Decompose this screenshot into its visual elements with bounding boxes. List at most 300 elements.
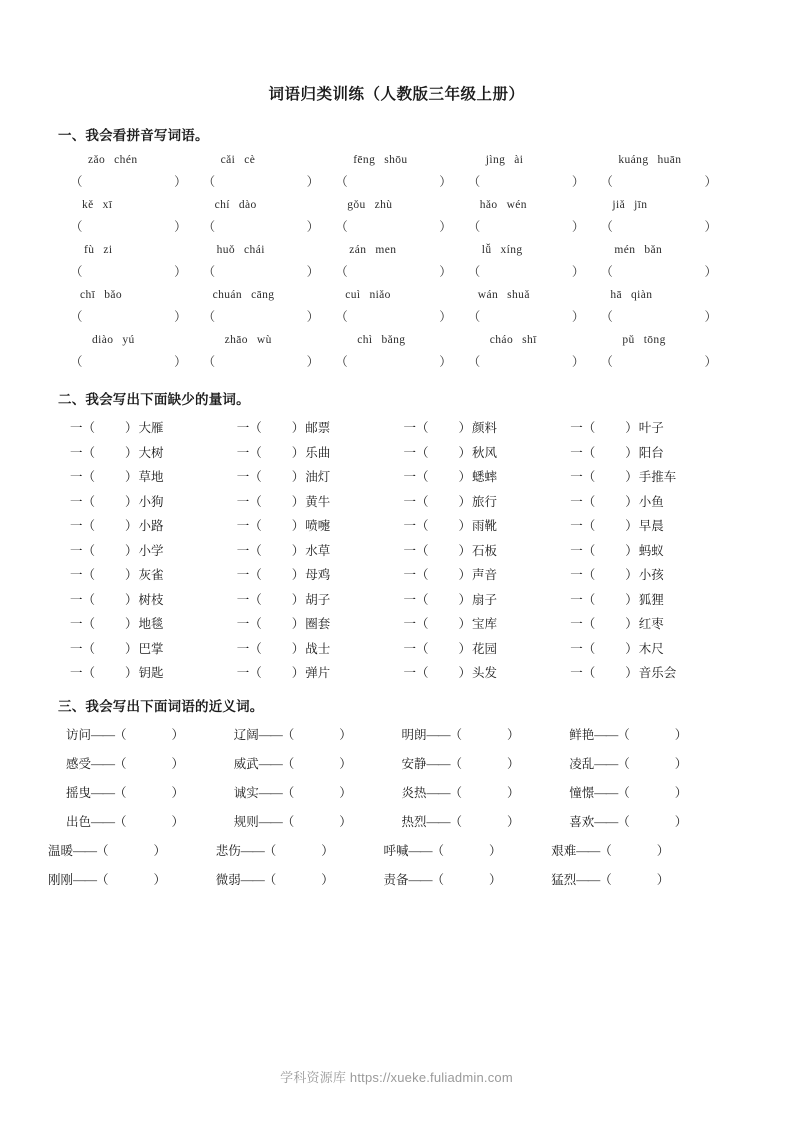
pinyin-syllable: jìng	[485, 154, 506, 166]
measure-word-noun: 战士	[305, 641, 331, 656]
pinyin-prompt	[600, 244, 733, 256]
pinyin-syllable: cè	[244, 154, 256, 166]
synonym-separator: ——（	[258, 786, 294, 800]
synonym-item[interactable]	[569, 725, 737, 743]
bracket-close: ）	[656, 844, 670, 858]
synonym-separator: ——（	[426, 757, 462, 771]
bracket-close: ）	[174, 355, 187, 369]
synonym-item[interactable]	[402, 754, 570, 772]
synonym-separator: ——（	[240, 873, 276, 887]
measure-word-prefix: 一（	[403, 641, 429, 656]
measure-word-prefix: 一（	[403, 568, 429, 582]
synonym-word: 刚刚	[48, 873, 74, 887]
pinyin-prompt	[468, 244, 601, 256]
measure-word-noun: 手推车	[638, 470, 677, 484]
answer-blank[interactable]	[70, 217, 203, 235]
section-measure-words	[56, 388, 737, 681]
synonym-item[interactable]	[551, 841, 719, 859]
measure-word-item[interactable]	[70, 639, 237, 657]
bracket-close: ）	[439, 220, 452, 234]
synonym-item[interactable]	[48, 841, 216, 859]
bracket-close: ）	[439, 175, 452, 189]
measure-word-item[interactable]	[237, 639, 404, 657]
measure-word-noun: 大雁	[138, 421, 164, 435]
synonym-item[interactable]	[66, 754, 234, 772]
measure-word-suffix: ）	[125, 470, 138, 484]
synonym-word: 猛烈	[551, 873, 577, 887]
measure-word-noun: 油灯	[305, 470, 331, 484]
synonym-word: 感受	[66, 757, 92, 771]
synonym-item[interactable]	[216, 841, 384, 859]
measure-word-item[interactable]	[70, 590, 237, 608]
measure-word-noun: 狐狸	[638, 592, 664, 607]
measure-word-prefix: 一（	[570, 592, 596, 607]
synonym-separator: ——（	[594, 815, 629, 829]
synonym-separator: ——（	[576, 873, 611, 887]
pinyin-row	[70, 199, 733, 211]
measure-word-item[interactable]	[237, 663, 404, 681]
measure-word-prefix: 一（	[236, 617, 262, 631]
answer-bracket-row	[70, 352, 733, 370]
measure-word-noun: 大树	[138, 445, 164, 460]
synonym-separator: ——（	[73, 873, 108, 887]
pinyin-syllable: chái	[244, 244, 265, 256]
bracket-close: ）	[571, 310, 585, 324]
pinyin-syllable: bǎo	[104, 289, 123, 301]
measure-word-prefix: 一（	[403, 543, 429, 558]
answer-blank[interactable]	[468, 352, 601, 370]
synonym-row	[48, 841, 719, 859]
measure-word-prefix: 一（	[570, 641, 596, 656]
answer-blank[interactable]	[468, 262, 601, 280]
measure-word-suffix: ）	[458, 445, 472, 460]
answer-blank[interactable]	[600, 217, 733, 235]
measure-word-suffix: ）	[458, 592, 472, 607]
answer-blank[interactable]	[70, 307, 203, 325]
measure-word-suffix: ）	[625, 617, 638, 631]
synonym-separator: ——（	[594, 757, 629, 771]
pinyin-prompt	[600, 334, 733, 346]
synonym-separator: ——（	[408, 844, 444, 858]
synonym-separator: ——（	[426, 786, 462, 800]
synonym-word: 炎热	[401, 786, 427, 800]
bracket-close: ）	[306, 310, 320, 324]
measure-word-item[interactable]	[404, 516, 571, 534]
measure-word-prefix: 一（	[236, 568, 262, 582]
bracket-open: （	[600, 355, 613, 369]
pinyin-syllable: fēng	[353, 154, 376, 166]
measure-word-suffix: ）	[291, 543, 305, 558]
bracket-close: ）	[174, 310, 187, 324]
bracket-close: ）	[704, 175, 717, 189]
measure-word-suffix: ）	[625, 470, 638, 484]
synonym-item[interactable]	[551, 870, 719, 888]
measure-word-row	[70, 614, 737, 632]
answer-blank[interactable]	[468, 307, 601, 325]
bracket-close: ）	[571, 265, 585, 279]
bracket-open: （	[600, 265, 613, 279]
measure-word-row	[70, 492, 737, 510]
pinyin-syllable: huǒ	[216, 244, 236, 256]
pinyin-syllable: cháo	[489, 334, 514, 346]
measure-word-item[interactable]	[237, 541, 404, 559]
measure-word-suffix: ）	[458, 494, 472, 509]
measure-word-item[interactable]	[237, 467, 404, 485]
measure-word-item[interactable]	[70, 541, 237, 559]
measure-word-suffix: ）	[625, 543, 638, 558]
synonym-word: 温暖	[48, 844, 74, 858]
pinyin-syllable: men	[375, 244, 397, 256]
measure-word-suffix: ）	[458, 421, 472, 435]
bracket-open: （	[335, 220, 348, 234]
measure-word-item[interactable]	[237, 614, 404, 632]
measure-word-item[interactable]	[570, 516, 737, 534]
pinyin-prompt	[70, 199, 203, 211]
measure-word-item[interactable]	[237, 516, 404, 534]
pinyin-syllable: huān	[657, 154, 682, 166]
measure-word-item[interactable]	[570, 614, 737, 632]
bracket-open: （	[70, 265, 83, 279]
synonym-word: 鲜艳	[569, 728, 595, 742]
measure-word-prefix: 一（	[236, 666, 262, 680]
bracket-open: （	[70, 175, 83, 189]
pinyin-syllable: wán	[477, 289, 499, 301]
answer-blank[interactable]	[203, 217, 336, 235]
measure-word-prefix: 一（	[236, 592, 262, 607]
measure-word-noun: 阳台	[638, 445, 664, 460]
measure-word-prefix: 一（	[236, 421, 262, 435]
measure-word-item[interactable]	[70, 418, 237, 436]
synonym-item[interactable]	[234, 812, 402, 830]
measure-word-noun: 钥匙	[138, 666, 164, 680]
pinyin-syllable: shōu	[384, 154, 408, 166]
measure-word-item[interactable]	[404, 467, 571, 485]
synonym-row	[66, 725, 737, 743]
measure-word-item[interactable]	[404, 663, 571, 681]
bracket-close: ）	[174, 220, 187, 234]
measure-word-noun: 秋风	[472, 445, 498, 460]
measure-word-prefix: 一（	[570, 470, 596, 484]
measure-word-item[interactable]	[404, 565, 571, 583]
measure-word-prefix: 一（	[570, 666, 596, 680]
measure-word-item[interactable]	[404, 614, 571, 632]
measure-word-item[interactable]	[570, 492, 737, 510]
pinyin-prompt	[335, 244, 468, 256]
synonym-word: 规则	[233, 815, 259, 829]
answer-blank[interactable]	[203, 352, 336, 370]
measure-word-suffix: ）	[291, 519, 305, 533]
answer-blank[interactable]	[600, 307, 733, 325]
synonym-word: 诚实	[233, 786, 259, 800]
synonym-separator: ——（	[91, 728, 126, 742]
synonym-item[interactable]	[569, 754, 737, 772]
measure-word-suffix: ）	[625, 592, 638, 607]
synonym-separator: ——（	[576, 844, 611, 858]
pinyin-prompt	[70, 154, 203, 166]
bracket-close: ）	[674, 786, 688, 800]
pinyin-syllable: shuǎ	[507, 289, 530, 301]
measure-word-prefix: 一（	[70, 592, 96, 607]
measure-word-suffix: ）	[458, 641, 472, 656]
bracket-close: ）	[306, 220, 320, 234]
synonym-item[interactable]	[234, 783, 402, 801]
pinyin-syllable: yú	[122, 334, 135, 346]
pinyin-syllable: kuáng	[618, 154, 649, 166]
measure-word-noun: 叶子	[638, 421, 664, 435]
page-title: 词语归类训练（人教版三年级上册）	[268, 86, 525, 103]
bracket-close: ）	[174, 175, 187, 189]
measure-word-row	[70, 443, 737, 461]
measure-word-item[interactable]	[237, 492, 404, 510]
bracket-close: ）	[153, 873, 167, 887]
synonym-word: 憧憬	[569, 786, 595, 800]
section-pinyin	[56, 124, 737, 370]
measure-word-noun: 水草	[305, 543, 331, 558]
synonym-word: 热烈	[401, 815, 427, 829]
measure-word-prefix: 一（	[570, 568, 596, 582]
measure-word-prefix: 一（	[570, 421, 596, 435]
measure-word-suffix: ）	[458, 470, 472, 484]
measure-word-noun: 灰雀	[138, 568, 164, 582]
bracket-open: （	[202, 265, 216, 279]
measure-word-item[interactable]	[570, 663, 737, 681]
synonym-item[interactable]	[384, 870, 552, 888]
measure-word-item[interactable]	[70, 614, 237, 632]
bracket-close: ）	[507, 757, 520, 771]
bracket-open: （	[70, 220, 83, 234]
answer-blank[interactable]	[335, 307, 468, 325]
bracket-close: ）	[489, 873, 502, 887]
pinyin-syllable: ài	[514, 154, 524, 166]
synonym-item[interactable]	[402, 725, 570, 743]
measure-word-item[interactable]	[237, 565, 404, 583]
measure-word-noun: 头发	[472, 666, 498, 680]
measure-word-item[interactable]	[70, 565, 237, 583]
synonym-item[interactable]	[66, 725, 234, 743]
answer-blank[interactable]	[600, 352, 733, 370]
measure-word-suffix: ）	[125, 543, 138, 558]
bracket-close: ）	[339, 757, 352, 771]
bracket-close: ）	[674, 728, 688, 742]
answer-blank[interactable]	[70, 172, 203, 190]
answer-blank[interactable]	[335, 172, 468, 190]
pinyin-syllable: xíng	[500, 244, 523, 256]
answer-bracket-row	[70, 217, 733, 235]
bracket-close: ）	[171, 728, 185, 742]
pinyin-syllable: cāng	[251, 289, 275, 301]
measure-word-item[interactable]	[404, 443, 571, 461]
pinyin-syllable: zhù	[374, 199, 393, 211]
synonym-item[interactable]	[384, 841, 552, 859]
bracket-open: （	[467, 310, 481, 324]
answer-blank[interactable]	[203, 262, 336, 280]
bracket-open: （	[202, 175, 216, 189]
pinyin-syllable: diào	[92, 334, 114, 346]
answer-blank[interactable]	[203, 307, 336, 325]
synonym-item[interactable]	[569, 812, 737, 830]
pinyin-prompt	[468, 289, 601, 301]
synonym-word: 呼喊	[383, 844, 409, 858]
pinyin-syllable: jiǎ	[612, 199, 626, 211]
synonym-item[interactable]	[234, 754, 402, 772]
pinyin-syllable: hǎo	[479, 199, 498, 211]
measure-word-noun: 乐曲	[305, 445, 331, 460]
pinyin-syllable: gǒu	[347, 199, 366, 211]
measure-word-noun: 黄牛	[305, 494, 331, 509]
bracket-open: （	[335, 265, 348, 279]
bracket-open: （	[202, 310, 216, 324]
bracket-close: ）	[321, 873, 334, 887]
synonym-word: 悲伤	[215, 844, 241, 858]
pinyin-syllable: kě	[82, 199, 94, 211]
synonym-row	[66, 754, 737, 772]
measure-word-item[interactable]	[570, 541, 737, 559]
bracket-close: ）	[571, 220, 585, 234]
synonym-item[interactable]	[402, 812, 570, 830]
measure-word-suffix: ）	[625, 519, 638, 533]
measure-word-item[interactable]	[570, 565, 737, 583]
measure-word-noun: 邮票	[305, 421, 331, 435]
pinyin-prompt	[203, 334, 336, 346]
measure-word-suffix: ）	[291, 592, 305, 607]
bracket-close: ）	[306, 175, 320, 189]
measure-word-row	[70, 541, 737, 559]
measure-word-item[interactable]	[404, 590, 571, 608]
pinyin-syllable: niǎo	[369, 289, 391, 301]
measure-word-item[interactable]	[404, 541, 571, 559]
measure-word-prefix: 一（	[570, 519, 596, 533]
measure-word-noun: 蚂蚁	[638, 543, 664, 558]
bracket-open: （	[335, 310, 348, 324]
measure-word-item[interactable]	[70, 467, 237, 485]
answer-bracket-row	[70, 172, 733, 190]
pinyin-prompt	[70, 244, 203, 256]
bracket-close: ）	[507, 786, 520, 800]
synonym-item[interactable]	[216, 870, 384, 888]
bracket-close: ）	[439, 265, 452, 279]
pinyin-prompt	[335, 334, 468, 346]
measure-word-prefix: 一（	[70, 543, 96, 558]
measure-word-item[interactable]	[404, 492, 571, 510]
measure-word-item[interactable]	[237, 418, 404, 436]
pinyin-prompt	[600, 289, 733, 301]
measure-word-noun: 蟋蟀	[472, 470, 498, 484]
pinyin-syllable: chén	[114, 154, 138, 166]
measure-word-item[interactable]	[570, 639, 737, 657]
answer-blank[interactable]	[600, 172, 733, 190]
answer-blank[interactable]	[70, 262, 203, 280]
answer-blank[interactable]	[468, 172, 601, 190]
measure-word-noun: 弹片	[305, 666, 331, 680]
measure-word-noun: 树枝	[138, 592, 164, 607]
measure-word-noun: 旅行	[472, 494, 498, 509]
measure-word-item[interactable]	[70, 492, 237, 510]
measure-word-item[interactable]	[237, 443, 404, 461]
synonym-row	[66, 812, 737, 830]
pinyin-syllable: wén	[506, 199, 527, 211]
answer-blank[interactable]	[600, 262, 733, 280]
measure-word-item[interactable]	[404, 418, 571, 436]
pinyin-prompt	[335, 154, 468, 166]
section-synonyms	[48, 695, 737, 888]
measure-word-prefix: 一（	[236, 543, 262, 558]
synonym-separator: ——（	[91, 815, 126, 829]
synonym-separator: ——（	[594, 786, 629, 800]
pinyin-syllable: cǎi	[220, 154, 236, 166]
measure-word-noun: 扇子	[472, 592, 498, 607]
measure-word-item[interactable]	[404, 639, 571, 657]
synonym-item[interactable]	[234, 725, 402, 743]
measure-word-item[interactable]	[570, 590, 737, 608]
answer-blank[interactable]	[335, 352, 468, 370]
pinyin-syllable: qiàn	[631, 289, 653, 301]
measure-word-prefix: 一（	[70, 494, 96, 509]
synonym-item[interactable]	[66, 783, 234, 801]
answer-blank[interactable]	[70, 352, 203, 370]
measure-word-noun: 花园	[472, 641, 498, 656]
measure-word-item[interactable]	[70, 516, 237, 534]
measure-word-item[interactable]	[570, 467, 737, 485]
measure-word-row	[70, 663, 737, 681]
measure-word-noun: 圈套	[305, 617, 331, 631]
measure-word-prefix: 一（	[403, 617, 429, 631]
synonym-item[interactable]	[569, 783, 737, 801]
measure-word-suffix: ）	[291, 445, 305, 460]
measure-word-item[interactable]	[570, 418, 737, 436]
answer-blank[interactable]	[335, 217, 468, 235]
pinyin-grid	[70, 154, 733, 370]
synonym-item[interactable]	[48, 870, 216, 888]
measure-word-noun: 母鸡	[305, 568, 331, 582]
pinyin-prompt	[468, 199, 601, 211]
answer-blank[interactable]	[335, 262, 468, 280]
answer-blank[interactable]	[203, 172, 336, 190]
synonym-item[interactable]	[66, 812, 234, 830]
measure-word-item[interactable]	[570, 443, 737, 461]
pinyin-syllable: bǎn	[644, 244, 663, 256]
measure-word-prefix: 一（	[403, 445, 429, 460]
measure-word-item[interactable]	[70, 443, 237, 461]
pinyin-prompt	[335, 289, 468, 301]
measure-word-item[interactable]	[237, 590, 404, 608]
bracket-close: ）	[571, 175, 585, 189]
pinyin-prompt	[600, 199, 733, 211]
pinyin-prompt	[203, 244, 336, 256]
measure-word-prefix: 一（	[403, 666, 429, 680]
pinyin-prompt	[70, 289, 203, 301]
measure-word-item[interactable]	[70, 663, 237, 681]
bracket-open: （	[335, 175, 348, 189]
synonym-word: 访问	[66, 728, 92, 742]
measure-word-prefix: 一（	[70, 641, 96, 656]
measure-word-suffix: ）	[291, 641, 305, 656]
measure-word-prefix: 一（	[403, 470, 429, 484]
section-3-heading: 三、我会写出下面词语的近义词。	[58, 699, 264, 714]
synonym-separator: ——（	[91, 786, 126, 800]
measure-word-suffix: ）	[125, 666, 138, 680]
pinyin-syllable: chì	[357, 334, 373, 346]
synonym-separator: ——（	[258, 757, 294, 771]
measure-word-suffix: ）	[291, 666, 305, 680]
synonym-item[interactable]	[402, 783, 570, 801]
bracket-close: ）	[339, 815, 352, 829]
synonym-separator: ——（	[408, 873, 444, 887]
measure-word-suffix: ）	[291, 568, 305, 582]
synonym-separator: ——（	[594, 728, 629, 742]
answer-blank[interactable]	[468, 217, 601, 235]
measure-word-noun: 地毯	[138, 617, 164, 631]
measure-word-row	[70, 639, 737, 657]
